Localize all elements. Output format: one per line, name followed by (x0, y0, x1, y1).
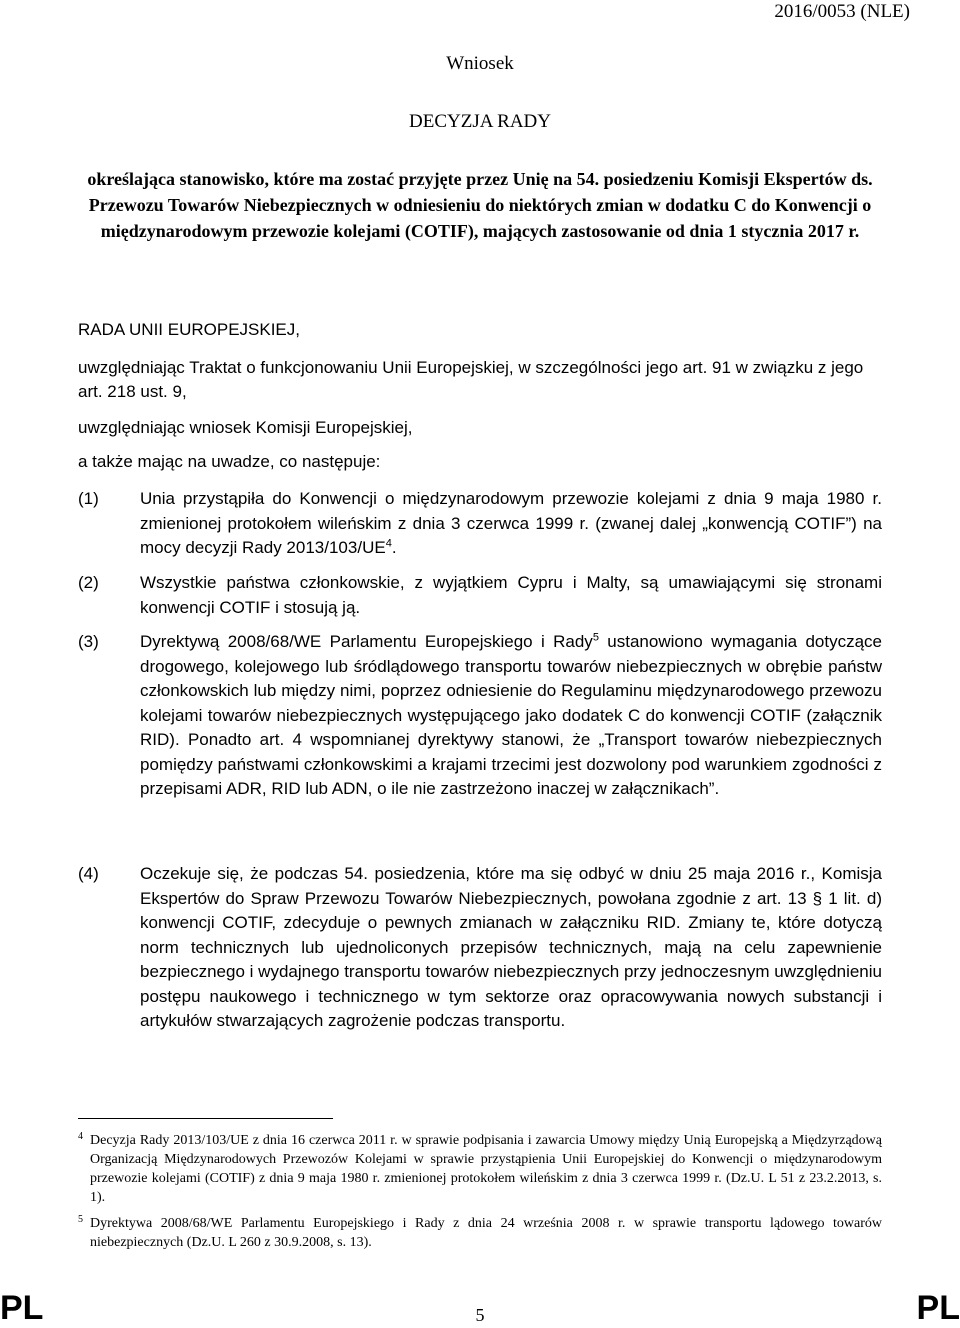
page-number: 5 (475, 1305, 485, 1325)
footnote-5 (78, 1214, 882, 1252)
footnote-text: Decyzja Rady 2013/103/UE z dnia 16 czerwca 2011 r. w sprawie podpisania i zawarcia Umowy między Unią Europejską a Międzyrządową Organizacją Międzynarodowych Przewozów Kolejami w sprawie przystąpienia Unii Europejskiej do Konwencji o międzynarodowym przewozie kolejami (COTIF) z dnia 9 maja 1980 r. zmienionej protokołem wileńskim z dnia 3 czerwca 1999 r. (Dz.U. L 51 z 23.2.2013, s. 1). (90, 1133, 882, 1205)
item-text: Wszystkie państwa członkowskie, z wyjątkiem Cypru i Malty, są umawiającymi się stronami konwencji COTIF i stosują ją. (140, 573, 882, 617)
recital-whereas: a także mając na uwadze, co następuje: (78, 452, 381, 471)
recital-item-3 (78, 630, 882, 802)
language-code-left: PL (0, 1289, 44, 1327)
recital-proposal: uwzględniając wniosek Komisji Europejskiej, (78, 418, 413, 437)
footnote-text: Dyrektywa 2008/68/WE Parlamentu Europejskiego i Rady z dnia 24 września 2008 r. w sprawie transportu lądowego towarów niebezpiecznych (Dz.U. L 260 z 30.9.2008, s. 13). (90, 1216, 882, 1250)
footnote-4 (78, 1131, 882, 1207)
language-code-right: PL (916, 1289, 960, 1327)
council-heading: RADA UNII EUROPEJSKIEJ, (78, 320, 300, 339)
decision-subject: określająca stanowisko, które ma zostać przyjęte przez Unię na 54. posiedzeniu Komisji Ekspertów ds. Przewozu Towarów Niebezpiecznych w odniesieniu do niektórych zmian w dodatku C do Konwencji o międzynarodowym przewozie kolejami (COTIF), mających zastosowanie od dnia 1 stycznia 2017 r. (87, 169, 873, 241)
item-number: (1) (78, 489, 99, 508)
item-number: (2) (78, 573, 99, 592)
footnote-ref[interactable]: 4 (385, 537, 392, 550)
footnote-divider (78, 1118, 333, 1119)
footnote-ref[interactable]: 5 (592, 631, 599, 644)
document-number: 2016/0053 (NLE) (774, 1, 910, 22)
item-number: (3) (78, 632, 99, 651)
recital-treaty: uwzględniając Traktat o funkcjonowaniu Unii Europejskiej, w szczególności jego art. 91 w związku z jego art. 218 ust. 9, (78, 358, 864, 401)
footnote-number: 4 (78, 1131, 83, 1142)
recital-item-1 (78, 487, 882, 561)
footnote-number: 5 (78, 1214, 83, 1225)
item-text: Dyrektywą 2008/68/WE Parlamentu Europejskiego i Rady$^5$ ustanowiono wymagania dotyczące drogowego, kolejowego lub śródlądowego transportu towarów niebezpiecznych w obrębie państw członkowskich lub między nimi, poprzez odniesienie do Regulaminu międzynarodowego przewozu kolejami towarów niebezpiecznych występującego jako dodatek C do konwencji COTIF (załącznik RID). Ponadto art. 4 wspomnianej dyrektywy stanowi, że „Transport towarów niebezpiecznych pomiędzy państwami członkowskimi a krajami trzecimi jest dozwolony pod warunkiem zgodności z przepisami ADR, RID lub ADN, o ile nie zastrzeżono inaczej w załącznikach”. (140, 631, 882, 798)
item-text: Unia przystąpiła do Konwencji o międzynarodowym przewozie kolejami z dnia 9 maja 1980 r. zmienionej protokołem wileńskim z dnia 3 czerwca 1999 r. (zwanej dalej „konwencją COTIF”) na mocy decyzji Rady $2013/103/UE^4$. (140, 489, 882, 557)
recital-item-2 (78, 571, 882, 620)
recital-item-4 (78, 862, 882, 1034)
item-number: (4) (78, 864, 99, 883)
proposal-label: Wniosek (446, 53, 514, 74)
decision-title: DECYZJA RADY (409, 111, 551, 132)
item-text: Oczekuje się, że podczas 54. posiedzenia, które ma się odbyć w dniu 25 maja 2016 r., Komisja Ekspertów do Spraw Przewozu Towarów Niebezpiecznych, powołana zgodnie z art. 13 § 1 lit. d) konwencji COTIF, zdecyduje o pewnych zmianach w załączniku RID. Zmiany te, które dotyczą norm technicznych lub ujednoliconych przepisów technicznych, mają na celu zapewnienie bezpiecznego i wydajnego transportu towarów niebezpiecznych przy jednoczesnym uwzględnieniu postępu naukowego i technicznego w tym sektorze oraz opracowywania nowych substancji i artykułów stwarzających zagrożenie podczas transportu. (140, 864, 882, 1030)
